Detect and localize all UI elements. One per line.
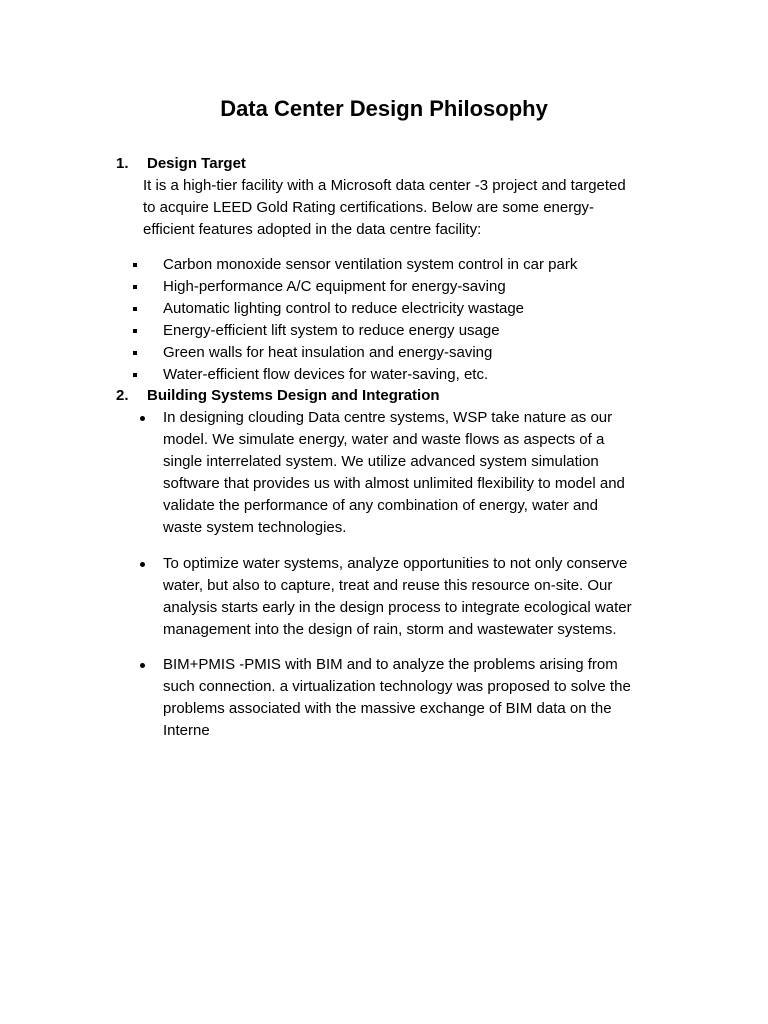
list-item xyxy=(130,320,577,342)
bullet-line: such connection. a virtualization technology was proposed to solve the xyxy=(163,678,631,695)
bullet-line: BIM+PMIS -PMIS with BIM and to analyze the problems arising from xyxy=(163,656,618,673)
bullet-line: analysis starts early in the design process to integrate ecological water xyxy=(163,599,632,616)
round-bullet-icon xyxy=(140,416,145,421)
square-bullet-icon xyxy=(133,263,137,267)
list-item xyxy=(130,254,577,276)
section-2-bullet-1 xyxy=(130,407,663,539)
bullet-line: single interrelated system. We utilize advanced system simulation xyxy=(163,453,599,470)
list-item-text: Automatic lighting control to reduce electricity wastage xyxy=(163,300,525,317)
bullet-line: waste system technologies. xyxy=(163,519,347,536)
section-2-bullet-2 xyxy=(130,553,663,641)
bullet-line: model. We simulate energy, water and waste flows as aspects of a xyxy=(163,431,605,448)
bullet-text xyxy=(163,553,663,641)
list-item xyxy=(130,298,577,320)
bullet-line: management into the design of rain, storm and wastewater systems. xyxy=(163,621,617,638)
list-item-text: Energy-efficient lift system to reduce energy usage xyxy=(163,322,500,339)
bullet-line: To optimize water systems, analyze opportunities to not only conserve xyxy=(163,555,628,572)
square-bullet-icon xyxy=(133,329,137,333)
list-item-text: High-performance A/C equipment for energy-saving xyxy=(163,278,506,295)
round-bullet-icon xyxy=(140,562,145,567)
section-1-number: 1. xyxy=(116,155,129,172)
list-item xyxy=(130,342,577,364)
section-2-number: 2. xyxy=(116,387,129,404)
section-1-title: Design Target xyxy=(147,155,246,172)
list-item xyxy=(130,364,577,386)
paragraph-line: It is a high-tier facility with a Microsoft data center -3 project and targeted xyxy=(143,177,626,194)
list-item-text: Green walls for heat insulation and energy-saving xyxy=(163,344,493,361)
page-title: Data Center Design Philosophy xyxy=(220,96,548,121)
section-1-paragraph xyxy=(143,175,663,241)
section-1-feature-list xyxy=(130,254,577,386)
bullet-text xyxy=(163,407,663,539)
list-item-text: Carbon monoxide sensor ventilation system control in car park xyxy=(163,256,578,273)
section-2-heading xyxy=(116,385,440,407)
bullet-line: In designing clouding Data centre systems, WSP take nature as our xyxy=(163,409,613,426)
bullet-text xyxy=(163,654,663,742)
bullet-line: Interne xyxy=(163,722,210,739)
square-bullet-icon xyxy=(133,307,137,311)
paragraph-line: to acquire LEED Gold Rating certifications. Below are some energy- xyxy=(143,199,595,216)
square-bullet-icon xyxy=(133,373,137,377)
bullet-line: water, but also to capture, treat and reuse this resource on-site. Our xyxy=(163,577,613,594)
section-2-bullet-3 xyxy=(130,654,663,742)
list-item xyxy=(130,276,577,298)
square-bullet-icon xyxy=(133,351,137,355)
square-bullet-icon xyxy=(133,285,137,289)
bullet-line: problems associated with the massive exchange of BIM data on the xyxy=(163,700,612,717)
list-item-text: Water-efficient flow devices for water-saving, etc. xyxy=(163,366,489,383)
round-bullet-icon xyxy=(140,663,145,668)
section-1-heading xyxy=(116,153,246,175)
bullet-line: software that provides us with almost unlimited flexibility to model and xyxy=(163,475,625,492)
paragraph-line: efficient features adopted in the data centre facility: xyxy=(143,221,482,238)
bullet-line: validate the performance of any combination of energy, water and xyxy=(163,497,598,514)
section-2-title: Building Systems Design and Integration xyxy=(147,387,440,404)
